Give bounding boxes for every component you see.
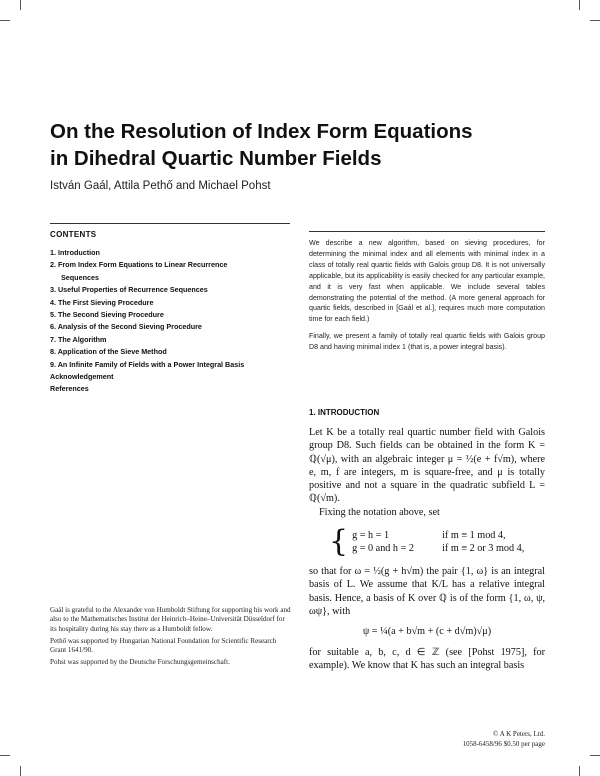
- crop-mark-top-right: [579, 0, 580, 10]
- footnote-pohst: Pohst was supported by the Deutsche Forschungsgemeinschaft.: [50, 658, 230, 667]
- intro-paragraph-3: so that for ω = ½(g + h√m) the pair {1, ω} is an integral basis of L. We assume that K/L has a relative integral basis. Hence, a basis of K over ℚ is of the form {1, ω, ψ, ωψ}, with: [309, 566, 545, 617]
- case-2-condition-rhs: if m ≡ 2 or 3 mod 4,: [442, 543, 525, 555]
- case-1-condition-lhs: g = h = 1: [352, 529, 390, 541]
- copyright-line: © A K Peters, Ltd.: [493, 730, 545, 738]
- intro-paragraph-2: Fixing the notation above, set: [319, 506, 440, 518]
- toc-item: 1. Introduction: [50, 248, 100, 257]
- toc-item: 2. From Index Form Equations to Linear Recurrence: [50, 260, 228, 270]
- toc-item: 6. Analysis of the Second Sieving Procedure: [50, 322, 202, 332]
- brace-symbol: {: [329, 524, 349, 560]
- introduction-body: [309, 426, 545, 672]
- crop-mark-bottom-right: [579, 766, 580, 776]
- table-of-contents: [50, 247, 295, 396]
- title-line-1: On the Resolution of Index Form Equations: [50, 120, 473, 143]
- toc-item: 3. Useful Properties of Recurrence Sequences: [50, 285, 208, 295]
- crop-mark-top-left-h: [0, 20, 10, 21]
- case-1-condition-rhs: if m ≡ 1 mod 4,: [442, 529, 506, 541]
- abstract: [309, 238, 545, 359]
- footnote-petho: Pethő was supported by Hungarian National Foundation for Scientific Research Grant 1641/90.: [50, 636, 277, 655]
- contents-rule: [50, 223, 290, 224]
- toc-item: Acknowledgement: [50, 372, 114, 382]
- cases-rows: [352, 529, 524, 556]
- authors: István Gaál, Attila Pethő and Michael Pohst: [50, 180, 271, 192]
- crop-mark-top-right-h: [590, 20, 600, 21]
- paper-title: [50, 118, 550, 172]
- intro-paragraph-4: for suitable a, b, c, d ∈ ℤ (see [Pohst 1975], for example). We know that K has such an integral basis: [309, 646, 545, 671]
- cases-equation: [329, 524, 545, 560]
- publisher-info: [440, 730, 545, 749]
- crop-mark-bottom-left-h: [0, 755, 10, 756]
- footnote-gaal: Gaál is grateful to the Alexander von Humboldt Stiftung for supporting his work and also to the Mathematisches Institut der Heinrich–Heine–Universität Düsseldorf for its hospitality during his stay there as a Humboldt fellow.: [50, 606, 291, 633]
- toc-item: 5. The Second Sieving Procedure: [50, 310, 164, 320]
- toc-item: References: [50, 384, 89, 394]
- toc-item: 9. An Infinite Family of Fields with a Power Integral Basis: [50, 359, 245, 369]
- case-row-1: [352, 529, 524, 542]
- title-line-2: in Dihedral Quartic Number Fields: [50, 147, 382, 170]
- toc-item: 4. The First Sieving Procedure: [50, 297, 154, 307]
- toc-item: 7. The Algorithm: [50, 334, 107, 344]
- case-2-condition-lhs: g = 0 and h = 2: [352, 543, 414, 555]
- section-heading-introduction: 1. INTRODUCTION: [309, 408, 380, 417]
- toc-item: 8. Application of the Sieve Method: [50, 347, 167, 357]
- issn-line: 1058-6458/96 $0.50 per page: [462, 739, 545, 748]
- psi-equation: ψ = ¼(a + b√m + (c + d√m)√μ): [362, 626, 492, 638]
- crop-mark-top-left: [20, 0, 21, 10]
- intro-paragraph-1: Let K be a totally real quartic number field with Galois group D8. Such fields can be obtained in the form K = ℚ(√μ), with an algebraic integer μ = ½(e + f√m), where e, m, f are integers, m is square-free, and μ is totally positive and not a square in the quadratic subfield L = ℚ(√m).: [309, 427, 545, 505]
- case-row-2: [352, 542, 524, 555]
- toc-item: Sequences: [61, 272, 99, 282]
- abstract-paragraph-2: Finally, we present a family of totally real quartic fields with Galois group D8 and having minimal index 1 (that is, a power integral basis).: [309, 332, 545, 352]
- crop-mark-bottom-right-h: [590, 755, 600, 756]
- abstract-paragraph-1: We describe a new algorithm, based on sieving procedures, for determining the minimal index and all elements with minimal index in a class of totally real quartic fields with Galois group D8. It is not universally applicable, but its applicability is easily checked for any particular example, and it is very fast when applicable. We include several tables demonstrating the potential of the method. (A more general approach for quartic fields, described in [Gaál et al.], requires much more computation time for each field.): [309, 239, 545, 324]
- contents-heading: CONTENTS: [50, 230, 97, 239]
- abstract-rule: [309, 231, 545, 232]
- crop-mark-bottom-left: [20, 766, 21, 776]
- footnotes: [50, 606, 292, 671]
